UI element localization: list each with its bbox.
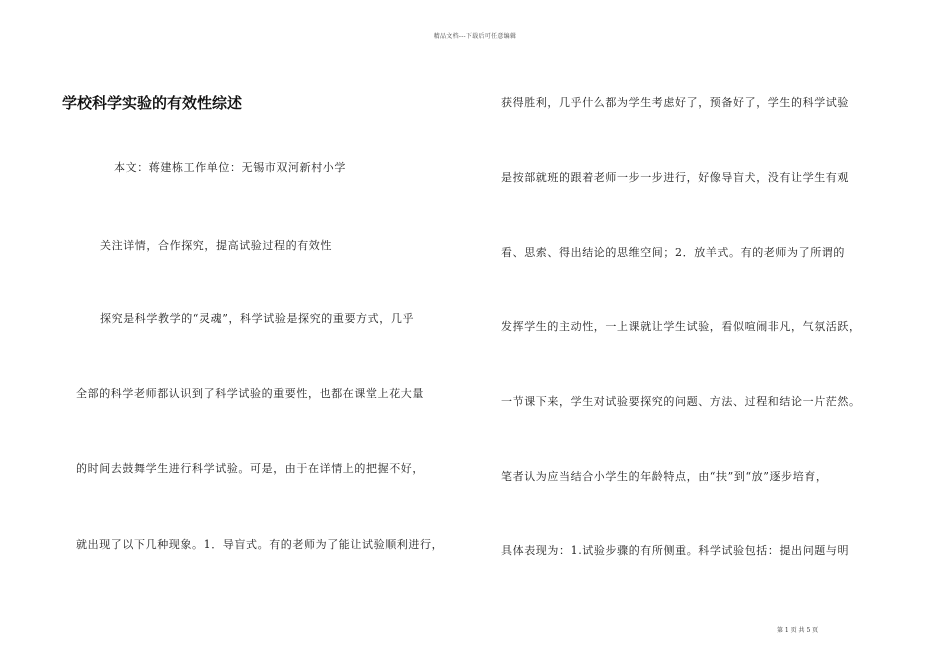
left-line-paragraph-3: 的时间去鼓舞学生进行科学试验。可是，由于在详情上的把握不好， xyxy=(76,462,424,475)
right-line-3: 看、思索、得出结论的思维空间；2．放羊式。有的老师为了所谓的 xyxy=(501,246,845,259)
right-line-2: 是按部就班的跟着老师一步一步进行，好像导盲犬，没有让学生有观 xyxy=(501,171,849,184)
left-line-author: 本文：蒋建栋工作单位：无锡市双河新村小学 xyxy=(114,161,346,174)
right-line-5: 一节课下来，学生对试验要探究的问题、方法、过程和结论一片茫然。 xyxy=(501,395,861,408)
right-line-1: 获得胜利，几乎什么都为学生考虑好了，预备好了，学生的科学试验 xyxy=(501,96,849,109)
right-line-7: 具体表现为：1.试验步骤的有所侧重。科学试验包括：提出问题与明 xyxy=(501,544,850,557)
left-line-keywords: 关注详情，合作探究，提高试验过程的有效性 xyxy=(100,239,332,252)
page-number: 第 1 页 共 5 页 xyxy=(777,627,819,634)
left-line-paragraph-2: 全部的科学老师都认识到了科学试验的重要性，也都在课堂上花大量 xyxy=(76,387,424,400)
left-line-paragraph-4: 就出现了以下几种现象。1．导盲式。有的老师为了能让试验顺利进行， xyxy=(76,538,444,551)
left-line-paragraph-1: 探究是科学教学的“灵魂”，科学试验是探究的重要方式，几乎 xyxy=(100,312,415,325)
right-line-4: 发挥学生的主动性，一上课就让学生试验，看似喧闹非凡，气氛活跃， xyxy=(501,320,861,333)
document-title: 学校科学实验的有效性综述 xyxy=(62,94,243,112)
page-header-note: 精品文档---下载后可任意编辑 xyxy=(433,33,517,40)
right-line-6: 笔者认为应当结合小学生的年龄特点，由“扶”到“放”逐步培育， xyxy=(501,470,828,483)
